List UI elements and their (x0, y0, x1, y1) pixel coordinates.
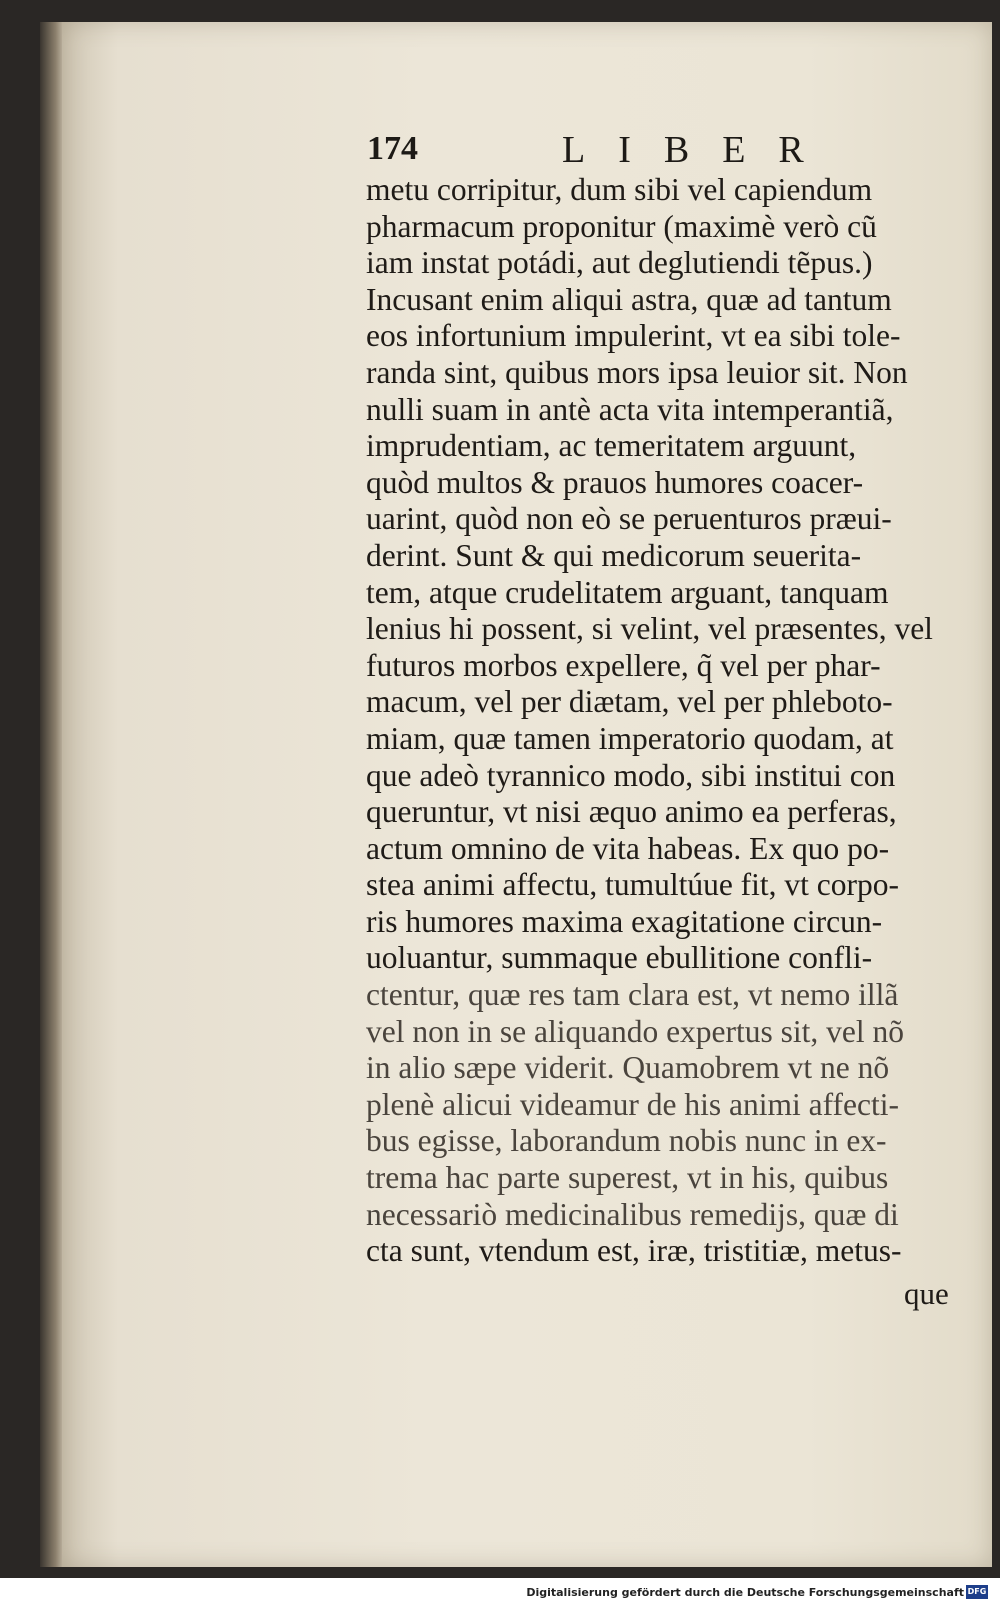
text-line: trema hac parte superest, vt in his, quibus (366, 1160, 889, 1196)
text-line: uoluantur, summaque ebullitione confli- (366, 940, 873, 976)
text-line: eos infortunium impulerint, vt ea sibi tole- (366, 318, 901, 354)
text-line: que adeò tyrannico modo, sibi institui con (366, 757, 896, 793)
body-text (366, 172, 964, 1270)
text-line: uarint, quòd non eò se peruenturos præui- (366, 501, 892, 537)
text-line: necessariò medicinalibus remedijs, quæ di (366, 1196, 899, 1232)
text-line: bus egisse, laborandum nobis nunc in ex- (366, 1123, 887, 1159)
text-line: quòd multos & prauos humores coacer- (366, 464, 864, 500)
text-line: Incusant enim aliqui astra, quæ ad tantum (366, 281, 892, 317)
text-line: randa sint, quibus mors ipsa leuior sit. Non (366, 354, 908, 390)
text-line: macum, vel per diætam, vel per phleboto- (366, 684, 893, 720)
text-line: pharmacum proponitur (maximè verò cũ (366, 208, 877, 244)
text-line: nulli suam in antè acta vita intemperantiã, (366, 391, 894, 427)
text-line: queruntur, vt nisi æquo animo ea perferas, (366, 794, 897, 830)
text-line: plenè alicui videamur de his animi affecti- (366, 1086, 899, 1122)
text-line: miam, quæ tamen imperatorio quodam, at (366, 720, 894, 756)
text-line: futuros morbos expellere, q̃ vel per phar- (366, 647, 881, 683)
running-head: LIBER (562, 129, 837, 171)
dfg-logo-icon: DFG (966, 1585, 988, 1599)
text-line: stea animi affectu, tumultúue fit, vt corpo- (366, 867, 900, 903)
text-line: vel non in se aliquando expertus sit, vel nõ (366, 1013, 905, 1049)
text-line: tem, atque crudelitatem arguant, tanquam (366, 574, 889, 610)
page-number: 174 (367, 130, 418, 167)
catchword: que (904, 1276, 949, 1311)
text-line: ris humores maxima exagitatione circun- (366, 903, 883, 939)
text-line: in alio sæpe viderit. Quamobrem vt ne nõ (366, 1050, 890, 1086)
text-line: cta sunt, vtendum est, iræ, tristitiæ, metus- (366, 1233, 902, 1269)
text-line: actum omnino de vita habeas. Ex quo po- (366, 830, 890, 866)
text-line: imprudentiam, ac temeritatem arguunt, (366, 428, 857, 464)
text-line: lenius hi possent, si velint, vel præsentes, vel (366, 611, 933, 647)
text-line: ctentur, quæ res tam clara est, vt nemo illã (366, 977, 899, 1013)
page-header (367, 128, 967, 176)
footer-credit: Digitalisierung gefördert durch die Deutsche Forschungsgemeinschaft (526, 1586, 964, 1599)
text-line: metu corripitur, dum sibi vel capiendum (366, 172, 873, 207)
text-line: iam instat potádi, aut deglutiendi tẽpus.) (366, 245, 873, 281)
text-line: derint. Sunt & qui medicorum seuerita- (366, 537, 862, 573)
